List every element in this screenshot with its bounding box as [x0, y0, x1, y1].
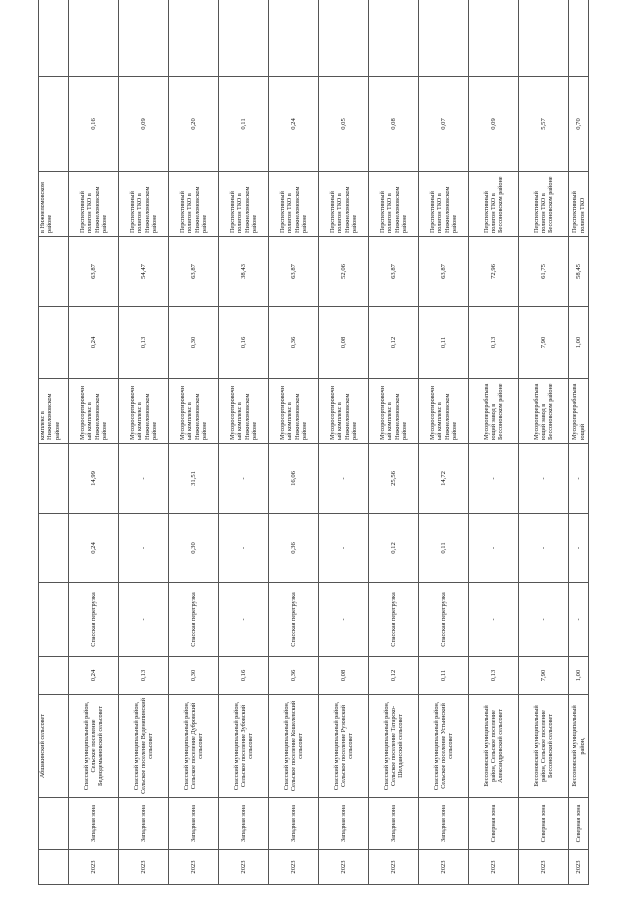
cell-value — [319, 0, 369, 77]
cell-zone: Западная зона — [319, 798, 369, 850]
cell-disposal-facility: Перспективный полигон ТКО в Нижнеломовском районе — [119, 172, 169, 237]
cell-processing-facility: Мусороперерабатывающий — [569, 379, 589, 444]
cell-zone: Западная зона — [269, 798, 319, 850]
cell-processing-facility: Мусоросортировочный комплекс в Нижнеломовском районе — [269, 379, 319, 444]
cell-value — [569, 0, 589, 77]
cell-processing-distance: 58,45 — [569, 237, 589, 307]
table-body — [39, 0, 589, 885]
cell-processing-mass — [39, 307, 69, 379]
cell-processing-mass: 1,00 — [569, 307, 589, 379]
cell-value — [219, 0, 269, 77]
cell-transfer-distance: 16,06 — [269, 444, 319, 514]
cell-transfer-mass: 0,36 — [269, 514, 319, 583]
cell-disposal-mass: 0,16 — [69, 77, 119, 172]
cell-transfer-distance: - — [119, 444, 169, 514]
cell-processing-distance: 63,87 — [269, 237, 319, 307]
cell-disposal-facility: Перспективный полигон ТКО в Нижнеломовском районе — [169, 172, 219, 237]
cell-year: 2023 — [419, 850, 469, 885]
cell-zone: Западная зона — [169, 798, 219, 850]
cell-processing-distance: 63,87 — [169, 237, 219, 307]
table-row — [39, 0, 69, 885]
cell-processing-facility: Мусоросортировочный комплекс в Нижнеломовском районе — [119, 379, 169, 444]
cell-disposal-mass: 0,24 — [269, 77, 319, 172]
cell-disposal-facility: Перспективный полигон ТКО в Нижнеломовском районе — [319, 172, 369, 237]
cell-disposal-mass: 0,08 — [369, 77, 419, 172]
cell-processing-distance: 72,96 — [469, 237, 519, 307]
cell-disposal-facility: Перспективный полигон ТКО в Бессоновском районе — [469, 172, 519, 237]
cell-zone: Западная зона — [369, 798, 419, 850]
cell-waste-mass: 0,08 — [319, 657, 369, 695]
cell-transfer-distance: 14,72 — [419, 444, 469, 514]
table-row — [169, 0, 219, 885]
cell-transfer-distance: 14,99 — [69, 444, 119, 514]
cell-disposal-mass: 0,05 — [319, 77, 369, 172]
cell-transfer-site: Спасская перегрузка — [419, 583, 469, 657]
cell-disposal-facility: Перспективный полигон ТКО в Бессоновском районе — [519, 172, 569, 237]
cell-settlement: Бессоновский муниципальный район, — [569, 695, 589, 798]
cell-processing-distance: 38,43 — [219, 237, 269, 307]
cell-disposal-mass: 5,57 — [519, 77, 569, 172]
cell-settlement: Спасский муниципальный район, Сельское поселение Зубовский сельсовет — [219, 695, 269, 798]
table-row — [69, 0, 119, 885]
cell-zone: Западная зона — [119, 798, 169, 850]
cell-transfer-site: Спасская перегрузка — [369, 583, 419, 657]
cell-year: 2023 — [69, 850, 119, 885]
cell-zone: Западная зона — [69, 798, 119, 850]
cell-value — [469, 0, 519, 77]
cell-disposal-mass: 0,20 — [169, 77, 219, 172]
cell-transfer-distance: 25,56 — [369, 444, 419, 514]
cell-settlement: Спасский муниципальный район, Сельское поселение Веденяпинский сельсовет — [119, 695, 169, 798]
cell-disposal-mass: 0,07 — [419, 77, 469, 172]
cell-year: 2023 — [119, 850, 169, 885]
cell-disposal-facility: Перспективный полигон ТКО в Нижнеломовском районе — [369, 172, 419, 237]
cell-value — [269, 0, 319, 77]
cell-transfer-site: - — [319, 583, 369, 657]
cell-processing-facility: Мусоросортировочный комплекс в Нижнеломовском районе — [319, 379, 369, 444]
cell-processing-mass: 0,13 — [469, 307, 519, 379]
cell-disposal-mass — [39, 77, 69, 172]
cell-transfer-mass: - — [219, 514, 269, 583]
cell-transfer-site: - — [519, 583, 569, 657]
cell-value — [419, 0, 469, 77]
cell-processing-facility: Мусоросортировочный комплекс в Нижнеломовском районе — [419, 379, 469, 444]
cell-transfer-site: - — [219, 583, 269, 657]
cell-processing-distance: 63,87 — [369, 237, 419, 307]
table-row — [519, 0, 569, 885]
cell-value — [169, 0, 219, 77]
waste-flow-table — [38, 0, 589, 885]
table-row — [319, 0, 369, 885]
table-row — [419, 0, 469, 885]
cell-transfer-site — [39, 583, 69, 657]
cell-settlement: Абшакинский сельсовет — [39, 695, 69, 798]
cell-transfer-site: - — [119, 583, 169, 657]
cell-transfer-mass: 0,30 — [169, 514, 219, 583]
cell-settlement: Бессоновский муниципальный район, Сельское поселение Александровский сельсовет — [469, 695, 519, 798]
cell-waste-mass: 0,12 — [369, 657, 419, 695]
cell-year — [39, 850, 69, 885]
cell-value — [519, 0, 569, 77]
table-row — [219, 0, 269, 885]
cell-transfer-mass: - — [569, 514, 589, 583]
cell-year: 2023 — [269, 850, 319, 885]
cell-processing-facility: Мусоросортировочный комплекс в Нижнеломовском районе — [169, 379, 219, 444]
table-row — [119, 0, 169, 885]
cell-waste-mass: 0,16 — [219, 657, 269, 695]
cell-waste-mass: 0,13 — [119, 657, 169, 695]
cell-processing-mass: 0,13 — [119, 307, 169, 379]
cell-transfer-distance — [39, 444, 69, 514]
cell-processing-mass: 0,08 — [319, 307, 369, 379]
cell-transfer-mass: 0,24 — [69, 514, 119, 583]
cell-transfer-distance: - — [319, 444, 369, 514]
cell-disposal-facility: в Нижнеломовском районе — [39, 172, 69, 237]
cell-processing-mass: 0,30 — [169, 307, 219, 379]
cell-year: 2023 — [469, 850, 519, 885]
cell-settlement: Спасский муниципальный район, Сельское поселение Татарско-Шелдаисский сельсовет — [369, 695, 419, 798]
cell-settlement: Спасский муниципальный район, Сельское поселение Рузовский сельсовет — [319, 695, 369, 798]
cell-waste-mass: 7,90 — [519, 657, 569, 695]
cell-processing-mass: 0,11 — [419, 307, 469, 379]
cell-processing-facility: Мусороперерабатывающий завод в Бессоновском районе — [519, 379, 569, 444]
cell-processing-distance — [39, 237, 69, 307]
cell-disposal-mass: 0,11 — [219, 77, 269, 172]
cell-transfer-mass: - — [319, 514, 369, 583]
cell-year: 2023 — [569, 850, 589, 885]
cell-zone: Северная зона — [519, 798, 569, 850]
cell-waste-mass — [39, 657, 69, 695]
cell-transfer-mass: - — [519, 514, 569, 583]
table-row — [469, 0, 519, 885]
cell-zone: Западная зона — [219, 798, 269, 850]
cell-waste-mass: 0,13 — [469, 657, 519, 695]
cell-value — [119, 0, 169, 77]
cell-transfer-distance: - — [519, 444, 569, 514]
table-row — [269, 0, 319, 885]
cell-processing-mass: 7,90 — [519, 307, 569, 379]
table-row — [369, 0, 419, 885]
cell-processing-mass: 0,24 — [69, 307, 119, 379]
cell-disposal-facility: Перспективный полигон ТКО в Нижнеломовском районе — [69, 172, 119, 237]
cell-transfer-site: - — [569, 583, 589, 657]
cell-transfer-distance: - — [469, 444, 519, 514]
cell-processing-facility: комплекс в Нижнеломовском районе — [39, 379, 69, 444]
cell-waste-mass: 0,11 — [419, 657, 469, 695]
cell-processing-facility: Мусоросортировочный комплекс в Нижнеломовском районе — [69, 379, 119, 444]
cell-zone: Западная зона — [419, 798, 469, 850]
cell-zone — [39, 798, 69, 850]
cell-transfer-mass: 0,11 — [419, 514, 469, 583]
cell-transfer-mass: - — [119, 514, 169, 583]
cell-transfer-site: Спасская перегрузка — [69, 583, 119, 657]
cell-transfer-mass: 0,12 — [369, 514, 419, 583]
cell-transfer-site: Спасская перегрузка — [269, 583, 319, 657]
cell-settlement: Спасский муниципальный район, Сельское поселение Дубровский сельсовет — [169, 695, 219, 798]
cell-waste-mass: 1,00 — [569, 657, 589, 695]
cell-processing-distance: 52,06 — [319, 237, 369, 307]
cell-year: 2023 — [519, 850, 569, 885]
cell-processing-facility: Мусороперерабатывающий завод в Бессоновском районе — [469, 379, 519, 444]
cell-processing-mass: 0,16 — [219, 307, 269, 379]
cell-settlement: Спасский муниципальный район, Сельское поселение Устьинский сельсовет — [419, 695, 469, 798]
cell-disposal-facility: Перспективный полигон ТКО в Нижнеломовском районе — [219, 172, 269, 237]
cell-processing-mass: 0,12 — [369, 307, 419, 379]
cell-transfer-distance: 31,51 — [169, 444, 219, 514]
rotated-page — [38, 20, 588, 885]
cell-zone: Северная зона — [569, 798, 589, 850]
cell-transfer-mass: - — [469, 514, 519, 583]
cell-processing-facility: Мусоросортировочный комплекс в Нижнеломовском районе — [369, 379, 419, 444]
cell-transfer-site: Спасская перегрузка — [169, 583, 219, 657]
cell-settlement: Спасский муниципальный район, Сельское поселение Кошелевский сельсовет — [269, 695, 319, 798]
cell-processing-distance: 54,47 — [119, 237, 169, 307]
cell-transfer-site: - — [469, 583, 519, 657]
cell-disposal-facility: Перспективный полигон ТКО — [569, 172, 589, 237]
cell-processing-mass: 0,36 — [269, 307, 319, 379]
cell-processing-facility: Мусоросортировочный комплекс в Нижнеломовском районе — [219, 379, 269, 444]
cell-transfer-distance: - — [569, 444, 589, 514]
cell-disposal-mass: 0,09 — [119, 77, 169, 172]
cell-disposal-mass: 0,70 — [569, 77, 589, 172]
cell-processing-distance: 61,75 — [519, 237, 569, 307]
cell-settlement: Бессоновский муниципальный район, Сельское поселение Бессоновский сельсовет — [519, 695, 569, 798]
cell-disposal-facility: Перспективный полигон ТКО в Нижнеломовском районе — [419, 172, 469, 237]
cell-disposal-facility: Перспективный полигон ТКО в Нижнеломовском районе — [269, 172, 319, 237]
cell-value — [39, 0, 69, 77]
cell-processing-distance: 63,87 — [69, 237, 119, 307]
table-row — [569, 0, 589, 885]
cell-waste-mass: 0,24 — [69, 657, 119, 695]
cell-processing-distance: 63,87 — [419, 237, 469, 307]
cell-year: 2023 — [169, 850, 219, 885]
cell-value — [69, 0, 119, 77]
cell-transfer-distance: - — [219, 444, 269, 514]
cell-year: 2023 — [319, 850, 369, 885]
cell-waste-mass: 0,30 — [169, 657, 219, 695]
cell-year: 2023 — [369, 850, 419, 885]
cell-waste-mass: 0,36 — [269, 657, 319, 695]
cell-disposal-mass: 0,09 — [469, 77, 519, 172]
cell-transfer-mass — [39, 514, 69, 583]
cell-year: 2023 — [219, 850, 269, 885]
cell-zone: Северная зона — [469, 798, 519, 850]
cell-value — [369, 0, 419, 77]
cell-settlement: Спасский муниципальный район, Сельское поселение Беднодемьяновский сельсовет — [69, 695, 119, 798]
